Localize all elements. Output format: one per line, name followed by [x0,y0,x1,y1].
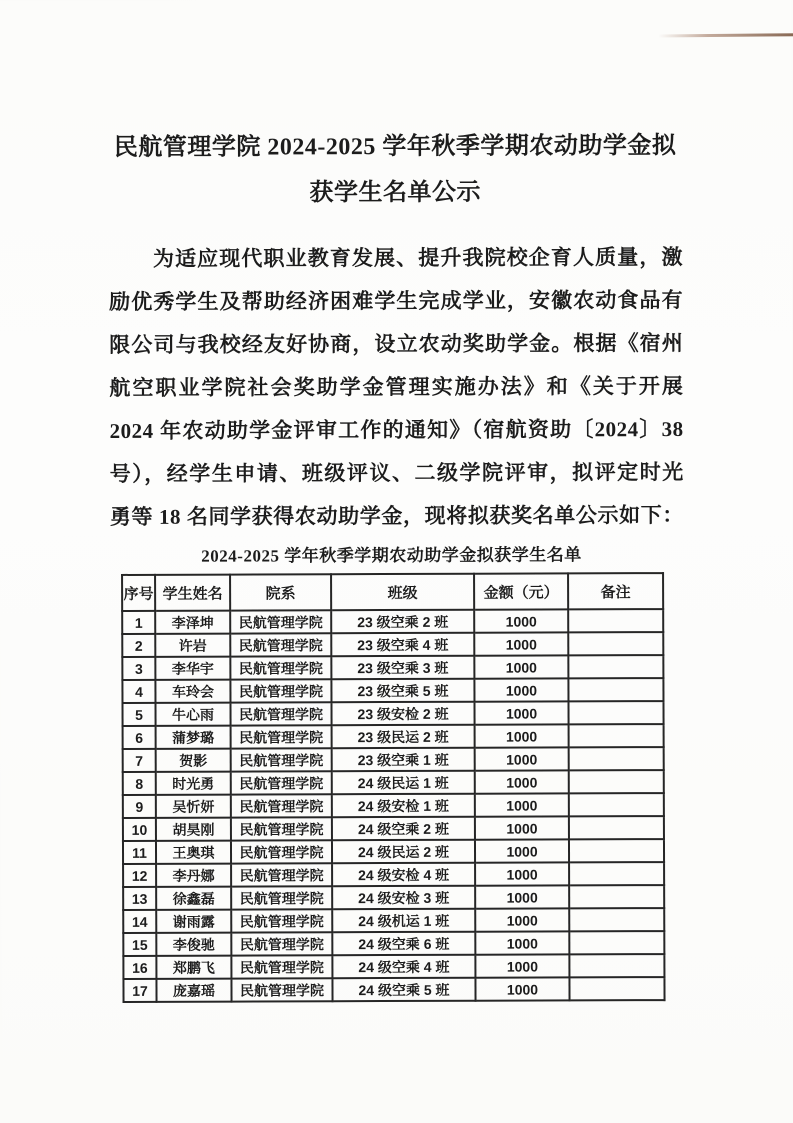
table-cell [568,678,663,701]
table-row [123,770,664,795]
table-cell: 23 级安检 2 班 [331,702,474,725]
table-cell: 郑鹏飞 [156,956,231,979]
table-cell: 4 [122,680,155,703]
table-cell: 1000 [474,632,568,655]
table-row [123,839,664,864]
table-cell: 车玲会 [155,680,230,703]
table-cell: 24 级空乘 4 班 [332,955,475,978]
table-row [122,632,663,657]
table-cell: 1000 [474,701,568,724]
table-cell: 8 [123,772,156,795]
table-cell: 24 级安检 1 班 [332,794,475,817]
table-body [122,609,664,1002]
table-cell: 贺影 [156,749,231,772]
scan-artifact-line [658,33,793,37]
table-cell [569,977,664,1000]
table-cell: 7 [123,749,156,772]
table-cell: 谢雨露 [156,910,231,933]
table-row [123,724,664,749]
notice-title [78,123,711,217]
table-cell [568,701,663,724]
table-cell: 1000 [475,954,569,977]
table-cell: 5 [122,703,155,726]
table-cell [568,609,663,632]
table-cell: 1000 [475,908,569,931]
paragraph-line: 为适应现代职业教育发展、提升我院校企育人质量，激 [152,244,683,271]
table-header-row [122,573,663,611]
table-cell [569,839,664,862]
table-cell: 民航管理学院 [231,771,332,794]
header-cell: 金额（元） [474,573,568,609]
table-cell: 庞嘉瑶 [156,979,231,1002]
table-cell [569,747,664,770]
scholarship-table [121,572,665,1003]
table-cell [568,655,663,678]
table-cell: 民航管理学院 [230,610,331,633]
table-cell [569,908,664,931]
table-row [123,977,664,1002]
table-cell: 23 级空乘 4 班 [331,633,474,656]
table-cell [569,724,664,747]
table-cell: 23 级民运 2 班 [332,725,475,748]
table-caption: 2024-2025 学年秋季学期农动助学金拟获学生名单 [201,545,582,566]
table-cell: 24 级空乘 5 班 [332,978,475,1001]
table-cell: 李俊驰 [156,933,231,956]
table-row [123,747,664,772]
table-cell: 时光勇 [156,772,231,795]
table-cell: 民航管理学院 [231,748,332,771]
table-cell [569,931,664,954]
table-cell: 胡昊刚 [156,818,231,841]
header-cell: 院系 [230,574,331,610]
header-cell: 备注 [568,573,663,609]
notice-paragraph [109,236,684,539]
table-cell: 24 级安检 3 班 [332,886,475,909]
table-row [123,793,664,818]
header-cell: 班级 [331,574,474,610]
table-cell: 民航管理学院 [231,863,332,886]
table-cell: 23 级空乘 2 班 [331,610,474,633]
table-cell: 24 级民运 1 班 [332,771,475,794]
table-cell: 24 级空乘 2 班 [332,817,475,840]
table-cell: 1000 [474,655,568,678]
paragraph-line: 号），经学生申请、班级评议、二级学院评审，拟评定时光 [109,459,684,487]
table-row [122,609,663,634]
table-cell: 蒲梦璐 [156,726,231,749]
table-row [122,678,663,703]
table-cell: 牛心雨 [155,703,230,726]
table-cell: 1000 [475,793,569,816]
table-cell: 1000 [475,839,569,862]
table-cell: 民航管理学院 [230,633,331,656]
paragraph-line: 限公司与我校经友好协商，设立农动奖助学金。根据《宿州 [109,330,684,358]
table-cell: 1000 [475,816,569,839]
header-cell: 序号 [122,575,155,611]
table-cell: 23 级空乘 3 班 [331,656,474,679]
table-cell [569,862,664,885]
table-cell: 14 [123,910,156,933]
table-cell [569,793,664,816]
table-cell [569,816,664,839]
table-cell: 1000 [475,977,569,1000]
table-row [123,862,664,887]
table-cell: 民航管理学院 [230,702,331,725]
table-cell: 1000 [475,747,569,770]
table-cell: 1000 [474,678,568,701]
table-cell: 3 [122,657,155,680]
table-cell: 民航管理学院 [231,955,332,978]
table-row [123,931,664,956]
table-row [123,885,664,910]
paragraph-line: 航空职业学院社会奖助学金管理实施办法》和《关于开展 [109,373,684,401]
table-cell: 民航管理学院 [231,909,332,932]
table-cell: 24 级民运 2 班 [332,840,475,863]
table-cell: 13 [123,887,156,910]
table-cell: 6 [123,726,156,749]
table-cell: 民航管理学院 [230,656,331,679]
table-cell: 李丹娜 [156,864,231,887]
table-cell: 1000 [475,724,569,747]
table-cell: 1 [122,611,155,634]
table-row [122,655,663,680]
table-cell: 民航管理学院 [231,817,332,840]
table-cell: 民航管理学院 [231,932,332,955]
paragraph-line: 励优秀学生及帮助经济困难学生完成学业，安徽农动食品有 [109,287,684,315]
table-cell: 1000 [475,931,569,954]
table-cell: 1000 [475,770,569,793]
table-cell [569,885,664,908]
table-cell: 17 [123,979,156,1002]
table-row [122,701,663,726]
notice-title-line-2: 获学生名单公示 [309,179,482,207]
header-cell: 学生姓名 [155,575,230,611]
table-cell: 许岩 [155,634,230,657]
table-row [123,908,664,933]
table-cell: 10 [123,818,156,841]
table-cell: 24 级空乘 6 班 [332,932,475,955]
table-cell: 民航管理学院 [231,794,332,817]
table-cell: 15 [123,933,156,956]
table-cell: 王奥琪 [156,841,231,864]
table-cell: 民航管理学院 [231,886,332,909]
table-cell: 23 级空乘 1 班 [332,748,475,771]
table-cell: 16 [123,956,156,979]
table-row [123,954,664,979]
table-cell [568,632,663,655]
table-cell [569,954,664,977]
table-cell: 2 [122,634,155,657]
notice-title-line-1: 民航管理学院 2024-2025 学年秋季学期农动助学金拟 [113,133,677,161]
table-cell: 9 [123,795,156,818]
table-cell: 1000 [475,862,569,885]
table-row [123,816,664,841]
paragraph-line: 勇等 18 名同学获得农动助学金，现将拟获奖名单公示如下： [109,502,684,530]
table-cell: 李华宇 [155,657,230,680]
table-cell: 23 级空乘 5 班 [331,679,474,702]
table-cell: 吴忻妍 [156,795,231,818]
table-cell: 11 [123,841,156,864]
table-cell: 民航管理学院 [231,840,332,863]
table-cell: 徐鑫磊 [156,887,231,910]
table-cell: 民航管理学院 [230,679,331,702]
table-cell: 24 级安检 4 班 [332,863,475,886]
table-cell [569,770,664,793]
table-cell: 12 [123,864,156,887]
table-cell: 1000 [474,609,568,632]
table-cell: 1000 [475,885,569,908]
table-cell: 李泽坤 [155,611,230,634]
table-cell: 民航管理学院 [231,725,332,748]
paragraph-line: 2024 年农动助学金评审工作的通知》（宿航资助〔2024〕38 [109,416,684,444]
table-cell: 民航管理学院 [231,978,332,1001]
table-cell: 24 级机运 1 班 [332,909,475,932]
